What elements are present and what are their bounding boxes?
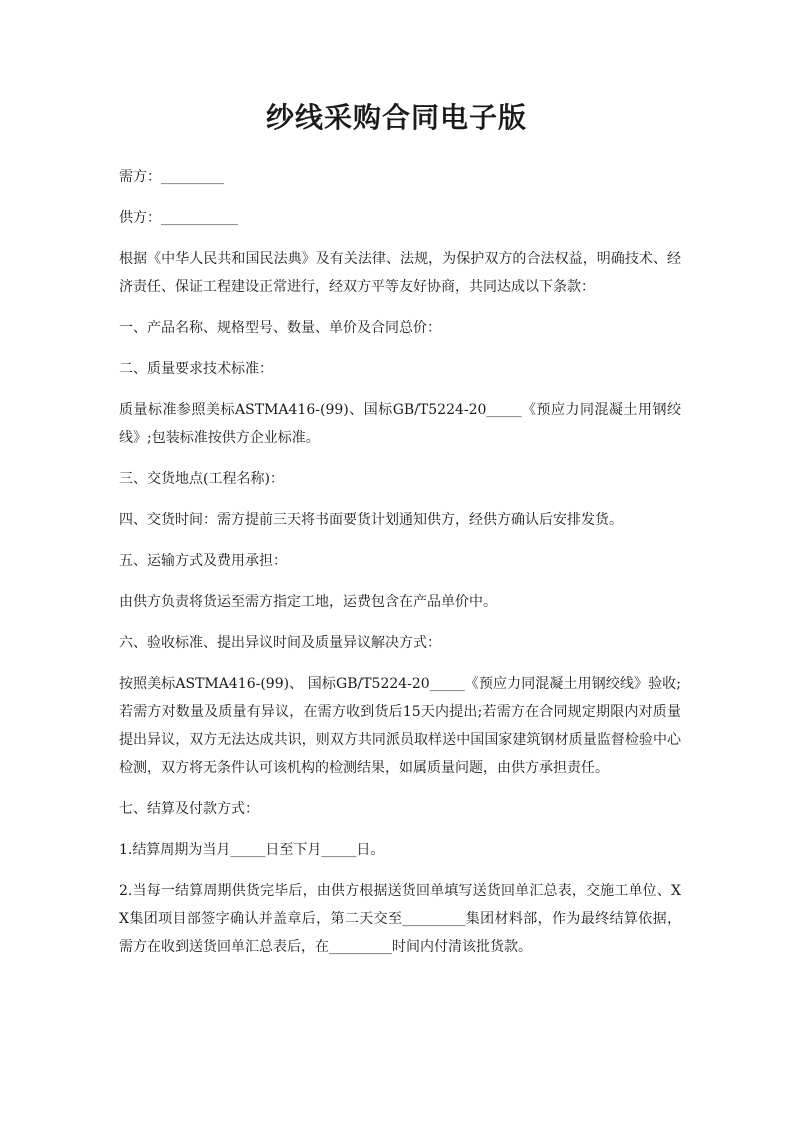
document-title: 纱线采购合同电子版 xyxy=(265,101,527,134)
supplier-line: 供方：___________ xyxy=(119,210,238,226)
transport-paragraph: 由供方负责将货运至需方指定工地，运费包含在产品单价中。 xyxy=(119,594,497,610)
section-heading-2: 二、质量要求技术标准： xyxy=(119,361,273,377)
section-heading-6: 六、验收标准、提出异议时间及质量异议解决方式： xyxy=(119,635,441,651)
quality-standard-paragraph: 质量标准参照美标ASTMA416-(99)、国标GB/T5224-20_____《预应力同混凝土用钢绞线》;包装标准按供方企业标准。 xyxy=(119,402,681,446)
settlement-item-2: 2.当每一结算周期供货完毕后，由供方根据送货回单填写送货回单汇总表，交施工单位、XX集团项目部签字确认并盖章后，第二天交至_________集团材料部，作为最终结算依据，需方在收到送货回单汇总表后，在_________时间内付清该批货款。 xyxy=(119,883,681,955)
document-body xyxy=(119,163,681,974)
settlement-item-1: 1.结算周期为当月_____日至下月_____日。 xyxy=(119,842,385,858)
acceptance-paragraph: 按照美标ASTMA416-(99)、 国标GB/T5224-20_____《预应力同混凝土用钢绞线》验收;若需方对数量及质量有异议，在需方收到货后15天内提出;若需方在合同规定期限内对质量提出异议，双方无法达成共识，则双方共同派员取样送中国国家建筑钢材质量监督检验中心检测，双方将无条件认可该机构的检测结果，如属质量问题，由供方承担责任。 xyxy=(119,676,681,776)
preamble-paragraph: 根据《中华人民共和国民法典》及有关法律、法规，为保护双方的合法权益，明确技术、经济责任、保证工程建设正常进行，经双方平等友好协商，共同达成以下条款： xyxy=(119,251,681,295)
section-heading-4: 四、交货时间：需方提前三天将书面要货计划通知供方，经供方确认后安排发货。 xyxy=(119,512,623,528)
section-heading-5: 五、运输方式及费用承担： xyxy=(119,553,287,569)
section-heading-3: 三、交货地点(工程名称)： xyxy=(119,471,284,487)
section-heading-1: 一、产品名称、规格型号、数量、单价及合同总价： xyxy=(119,320,441,336)
section-heading-7: 七、结算及付款方式： xyxy=(119,801,259,817)
buyer-line: 需方：_________ xyxy=(119,169,224,185)
